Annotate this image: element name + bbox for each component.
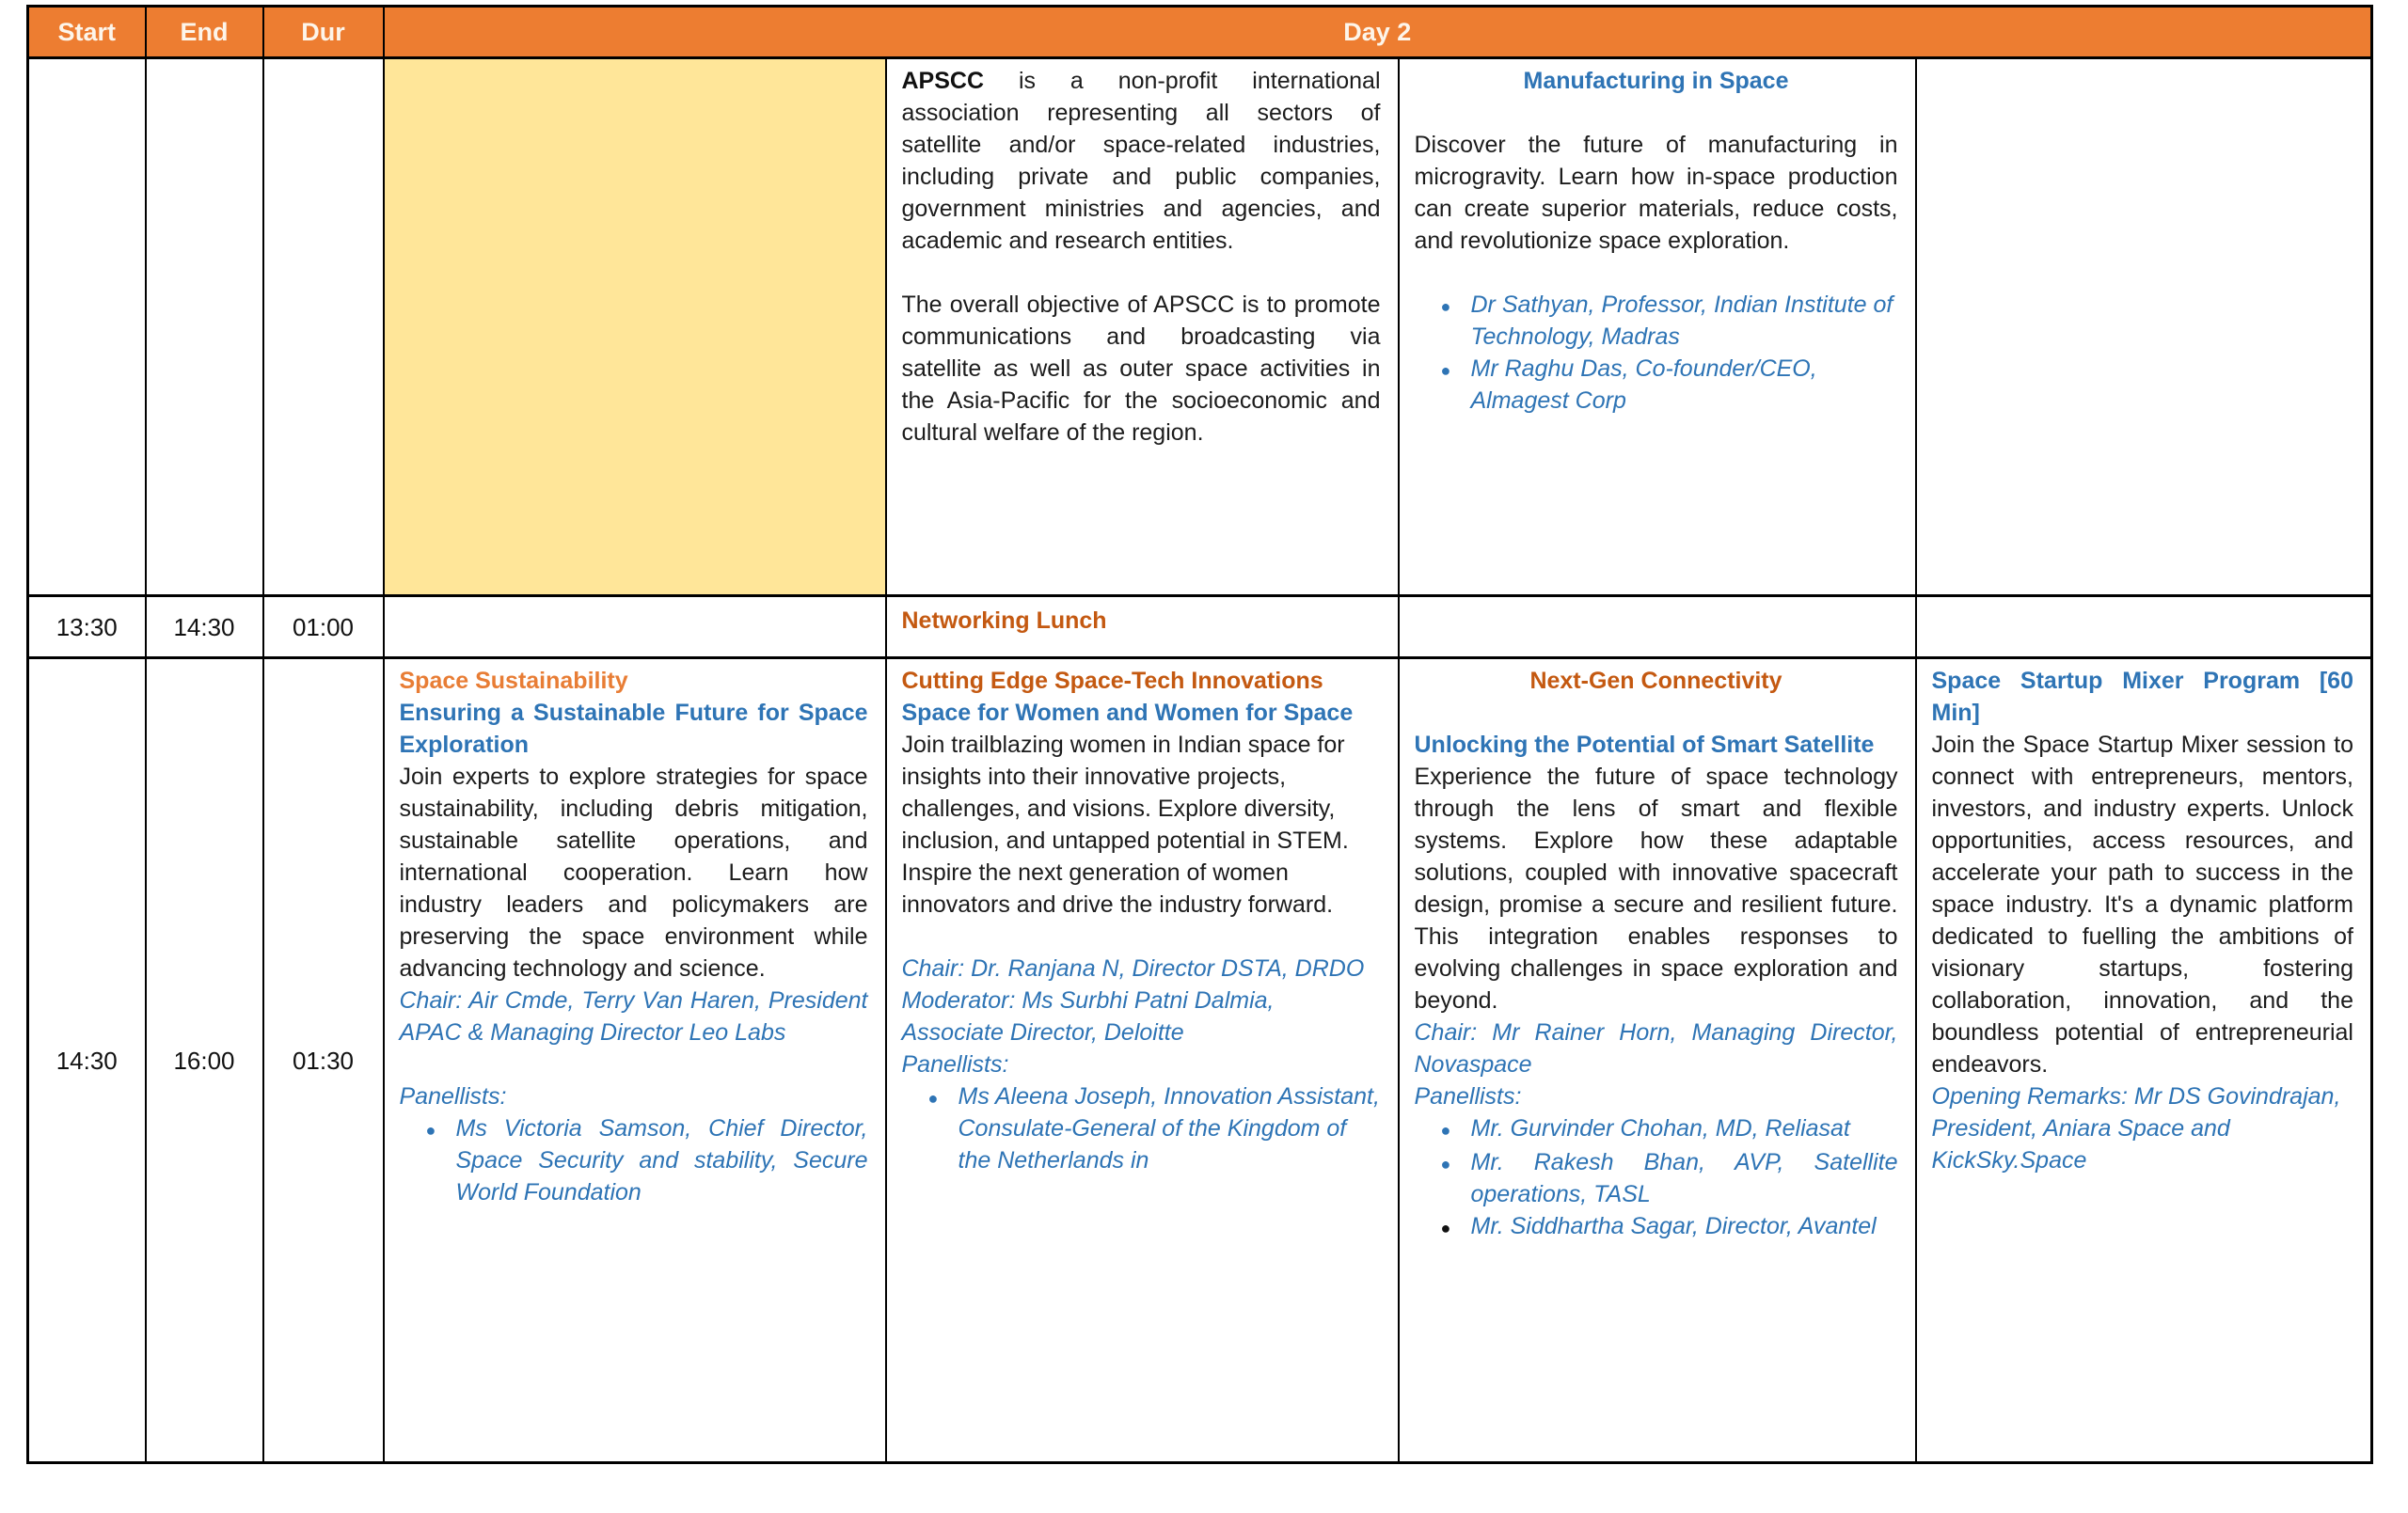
session-description: Experience the future of space technology through the lens of smart and flexible systems. Explore how these adaptable solutions, coupled with innovative spacecraft design, promise a secure and resilient future. This integration enables responses to evolving challenges in space exploration and beyond. [1414, 764, 1898, 1014]
row-networking-lunch [28, 596, 2372, 658]
apscc-description-cell [886, 58, 1399, 596]
end-time-cell [146, 658, 263, 1463]
session-cell-cutting-edge [886, 658, 1399, 1463]
panellist-name: Ms Aleena Joseph, Innovation Assistant, Consulate-General of the Kingdom of the Netherlands in [958, 1083, 1380, 1174]
bullet-icon [400, 1112, 456, 1208]
chair-line: Chair: Dr. Ranjana N, Director DSTA, DRDO [901, 955, 1365, 982]
column-header-end: End [146, 7, 263, 58]
dur-cell [263, 596, 384, 658]
empty-cell [1916, 596, 2372, 658]
row-afternoon-sessions [28, 658, 2372, 1463]
track-title: Next-Gen Connectivity [1529, 668, 1782, 694]
track-title: Space Sustainability [399, 668, 628, 694]
bullet-icon [902, 1080, 958, 1176]
header-row [28, 7, 2372, 58]
column-header-start: Start [28, 7, 146, 58]
speaker-name: Mr Raghu Das, Co-founder/CEO, Almagest Corp [1470, 355, 1817, 414]
duration: 01:00 [292, 612, 355, 641]
empty-cell [1399, 596, 1916, 658]
session-description: Join experts to explore strategies for space sustainability, including debris mitigation, sustainable satellite operations, and international cooperation. Learn how industry leaders and policymakers are preserving the space environment while advancing technology and science. [399, 764, 868, 982]
session-title: Space Startup Mixer Program [60 Min] [1931, 668, 2353, 726]
panellist-name: Ms Victoria Samson, Chief Director, Space Security and stability, Secure World Foundation [455, 1115, 868, 1206]
panellist-item [1415, 1112, 1898, 1146]
panellists-label: Panellists: [1414, 1083, 1522, 1110]
opening-remarks-line: Opening Remarks: Mr DS Govindrajan, President, Aniara Space and KickSky.Space [1931, 1083, 2341, 1174]
moderator-line: Moderator: Ms Surbhi Patni Dalmia, Associate Director, Deloitte [901, 987, 1275, 1046]
lunch-label-cell [886, 596, 1399, 658]
end-time: 14:30 [173, 612, 235, 641]
start-time-cell [28, 658, 146, 1463]
column-header-day2: Day 2 [384, 7, 2372, 58]
duration: 01:30 [292, 1046, 355, 1075]
panellists-label: Panellists: [901, 1051, 1009, 1078]
panellists-label: Panellists: [399, 1083, 507, 1110]
apscc-paragraph-1 [902, 65, 1381, 257]
session-title: Manufacturing in Space [1523, 68, 1789, 94]
column-header-dur: Dur [263, 7, 384, 58]
session-title: Space for Women and Women for Space [901, 700, 1354, 726]
track-title: Cutting Edge Space-Tech Innovations [901, 668, 1323, 694]
lunch-label: Networking Lunch [901, 607, 1107, 634]
start-time-cell [28, 596, 146, 658]
speaker-item [1415, 289, 1898, 353]
spacer [902, 921, 1381, 953]
speaker-item [1415, 353, 1898, 417]
session-title: Unlocking the Potential of Smart Satellite [1414, 732, 1875, 758]
session-description: Discover the future of manufacturing in microgravity. Learn how in-space production can create superior materials, reduce costs, and revolutionize space exploration. [1414, 132, 1898, 254]
panellist-item [400, 1112, 868, 1208]
panellist-name: Mr. Siddhartha Sagar, Director, Avantel [1470, 1213, 1877, 1239]
empty-session-cell [1916, 58, 2372, 596]
dur-cell [263, 658, 384, 1463]
spacer [1415, 97, 1898, 129]
spacer [400, 1048, 868, 1080]
session-cell-sustainability [384, 658, 886, 1463]
apscc-name: APSCC [901, 68, 985, 94]
apscc-paragraph-2: The overall objective of APSCC is to promote communications and broadcasting via satellite as well as outer space activities in the Asia-Pacific for the socioeconomic and cultural welfare of the region. [901, 292, 1381, 446]
bullet-icon [1415, 289, 1471, 353]
panellist-item [1415, 1210, 1898, 1244]
spacer [1415, 697, 1898, 729]
panellist-item [902, 1080, 1381, 1176]
empty-cell [384, 596, 886, 658]
start-time: 13:30 [55, 612, 118, 641]
bullet-icon [1415, 1146, 1471, 1210]
spacer [1415, 257, 1898, 289]
panellist-item [1415, 1146, 1898, 1210]
chair-line: Chair: Mr Rainer Horn, Managing Director, Novaspace [1414, 1019, 1898, 1078]
highlighted-empty-cell [384, 58, 886, 596]
apscc-paragraph-1-text: is a non-profit international association representing all sectors of satellite and/or space-related industries, including private and public companies, government ministries and agencies, and academic and research entities. [901, 68, 1381, 254]
session-cell-connectivity [1399, 658, 1916, 1463]
session-cell-startup-mixer [1916, 658, 2372, 1463]
session-title: Ensuring a Sustainable Future for Space Exploration [399, 700, 868, 758]
start-time-cell [28, 58, 146, 596]
chair-line: Chair: Air Cmde, Terry Van Haren, President APAC & Managing Director Leo Labs [399, 987, 868, 1046]
session-cell-manufacturing [1399, 58, 1916, 596]
end-time: 16:00 [173, 1046, 235, 1075]
agenda-table [26, 5, 2373, 1464]
end-time-cell [146, 58, 263, 596]
session-description: Join the Space Startup Mixer session to connect with entrepreneurs, mentors, investors, and industry experts. Unlock opportunities, access resources, and accelerate your path to success in the space industry. It's a dynamic platform dedicated to fuelling the ambitions of visionary startups, fostering collaboration, innovation, and the boundless potential of entrepreneurial endeavors. [1931, 732, 2353, 1078]
row-morning-sessions [28, 58, 2372, 596]
dur-cell [263, 58, 384, 596]
end-time-cell [146, 596, 263, 658]
start-time: 14:30 [55, 1046, 118, 1075]
bullet-icon [1415, 1112, 1471, 1146]
panellist-name: Mr. Gurvinder Chohan, MD, Reliasat [1470, 1115, 1850, 1142]
session-description: Join trailblazing women in Indian space for insights into their innovative projects, challenges, and visions. Explore diversity, inclusion, and untapped potential in STEM. Inspire the next generation of women innovators and drive the industry forward. [901, 732, 1349, 918]
speaker-name: Dr Sathyan, Professor, Indian Institute of Technology, Madras [1470, 292, 1893, 350]
bullet-icon [1415, 1210, 1471, 1244]
bullet-icon [1415, 353, 1471, 417]
panellist-name: Mr. Rakesh Bhan, AVP, Satellite operations, TASL [1470, 1149, 1898, 1207]
